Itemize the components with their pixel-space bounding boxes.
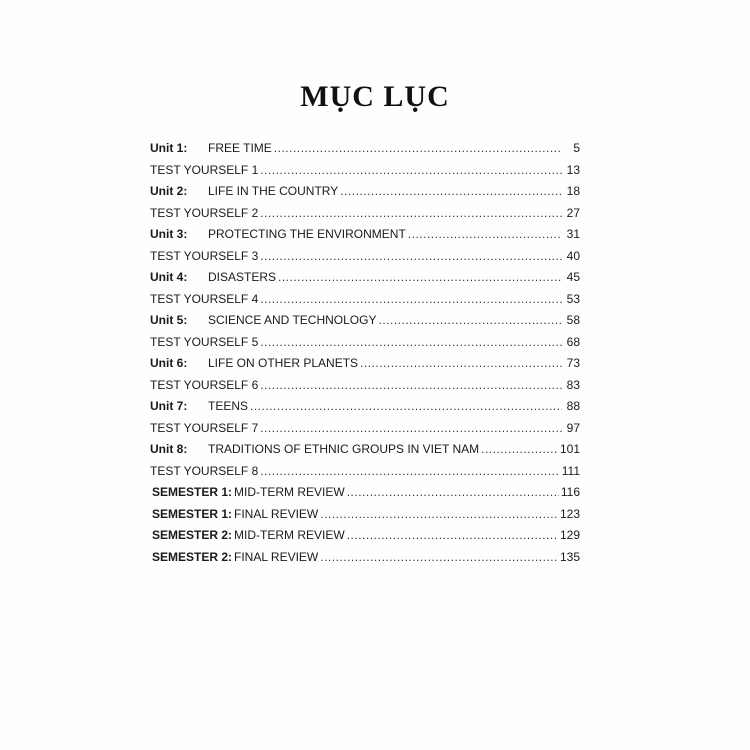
toc-entry-label: TEST YOURSELF 6 xyxy=(150,377,259,392)
toc-entry-label: TEST YOURSELF 3 xyxy=(150,248,259,263)
dot-leader xyxy=(340,184,562,198)
toc-entry-page-number: 116 xyxy=(560,485,580,499)
toc-entry xyxy=(150,141,580,161)
dot-leader xyxy=(260,421,562,435)
toc-entry-label: FREE TIME xyxy=(208,141,272,155)
toc-entry xyxy=(150,292,580,312)
toc-entry xyxy=(152,528,580,548)
toc-entry-page-number: 135 xyxy=(559,549,580,564)
toc-entry-page-number: 83 xyxy=(566,377,580,392)
toc-entry xyxy=(150,163,580,183)
toc-entry xyxy=(150,399,580,419)
dot-leader xyxy=(347,485,559,499)
toc-entry-prefix: Unit 8: xyxy=(150,442,188,456)
toc-entry xyxy=(150,378,580,398)
dot-leader xyxy=(408,227,562,241)
toc-entry-prefix: SEMESTER 2: xyxy=(152,528,233,542)
dot-leader xyxy=(260,163,562,177)
toc-entry xyxy=(150,442,580,462)
toc-entry-label: TEST YOURSELF 2 xyxy=(150,205,259,220)
toc-entry-label: DISASTERS xyxy=(208,270,277,284)
dot-leader xyxy=(320,507,558,521)
toc-entry-prefix: Unit 6: xyxy=(150,356,188,370)
toc-entry-page-number: 53 xyxy=(566,291,580,306)
dot-leader xyxy=(260,378,562,392)
toc-entry-page-number: 111 xyxy=(561,463,580,478)
toc-entry-prefix: SEMESTER 1: xyxy=(152,485,233,499)
dot-leader xyxy=(360,356,562,370)
toc-entry-label: MID-TERM REVIEW xyxy=(234,528,345,542)
toc-entry-page-number: 45 xyxy=(566,270,580,284)
toc-entry-prefix: Unit 2: xyxy=(150,184,188,198)
toc-entry xyxy=(150,249,580,269)
dot-leader xyxy=(320,550,558,564)
toc-entry-page-number: 123 xyxy=(559,506,580,521)
toc-entry-prefix: SEMESTER 2: xyxy=(152,549,233,564)
toc-entry-page-number: 58 xyxy=(566,313,580,327)
toc-entry-prefix: Unit 1: xyxy=(150,141,188,155)
toc-entry-label: FINAL REVIEW xyxy=(234,549,319,564)
toc-entry-label: TEENS xyxy=(208,399,249,413)
toc-entry xyxy=(152,550,580,570)
dot-leader xyxy=(250,399,562,413)
page-title: MỤC LỤC xyxy=(300,80,450,113)
toc-entry-prefix: Unit 5: xyxy=(150,313,188,327)
dot-leader xyxy=(347,528,558,542)
toc-entry-prefix: Unit 3: xyxy=(150,227,188,241)
toc-entry xyxy=(150,464,580,484)
toc-entry xyxy=(150,421,580,441)
toc-entry-label: TEST YOURSELF 1 xyxy=(150,162,259,177)
toc-entry xyxy=(150,270,580,290)
toc-entry xyxy=(150,227,580,247)
toc-entry xyxy=(150,313,580,333)
toc-entry-page-number: 13 xyxy=(566,162,580,177)
toc-entry-label: LIFE ON OTHER PLANETS xyxy=(208,356,359,370)
toc-entry-label: SCIENCE AND TECHNOLOGY xyxy=(208,313,377,327)
dot-leader xyxy=(260,335,562,349)
toc-entry xyxy=(150,335,580,355)
toc-entry-page-number: 73 xyxy=(566,356,580,370)
toc-entry-page-number: 97 xyxy=(566,420,580,435)
toc-entry-page-number: 88 xyxy=(566,399,580,413)
toc-entry-page-number: 5 xyxy=(573,141,580,155)
toc-entry-prefix: Unit 4: xyxy=(150,270,188,284)
toc-entry-label: PROTECTING THE ENVIRONMENT xyxy=(208,227,406,241)
dot-leader xyxy=(274,141,562,155)
toc-entry-prefix: Unit 7: xyxy=(150,399,188,413)
dot-leader xyxy=(260,292,562,306)
dot-leader xyxy=(378,313,562,327)
toc-entry xyxy=(152,507,580,527)
toc-entry-label: TRADITIONS OF ETHNIC GROUPS IN VIET NAM xyxy=(208,442,480,456)
toc-entry-prefix: SEMESTER 1: xyxy=(152,506,233,521)
toc-entry xyxy=(152,485,580,505)
toc-entry-label: MID-TERM REVIEW xyxy=(234,485,345,499)
dot-leader xyxy=(278,270,562,284)
dot-leader xyxy=(260,249,562,263)
toc-entry xyxy=(150,184,580,204)
toc-entry-label: TEST YOURSELF 5 xyxy=(150,334,259,349)
toc-entry-label: LIFE IN THE COUNTRY xyxy=(208,184,339,198)
dot-leader xyxy=(260,464,559,478)
toc-entry-label: TEST YOURSELF 4 xyxy=(150,291,259,306)
toc-entry xyxy=(150,206,580,226)
toc-entry-page-number: 101 xyxy=(559,442,580,456)
toc-entry-label: TEST YOURSELF 7 xyxy=(150,420,259,435)
toc-entry-label: TEST YOURSELF 8 xyxy=(150,463,259,478)
toc-entry-page-number: 31 xyxy=(566,227,580,241)
dot-leader xyxy=(260,206,562,220)
toc-entry xyxy=(150,356,580,376)
toc-entry-page-number: 129 xyxy=(559,528,580,542)
dot-leader xyxy=(481,442,558,456)
toc-entry-page-number: 40 xyxy=(566,248,580,263)
toc-entry-page-number: 68 xyxy=(566,334,580,349)
toc-entry-label: FINAL REVIEW xyxy=(234,506,319,521)
toc-entry-page-number: 27 xyxy=(566,205,580,220)
toc-entry-page-number: 18 xyxy=(566,184,580,198)
